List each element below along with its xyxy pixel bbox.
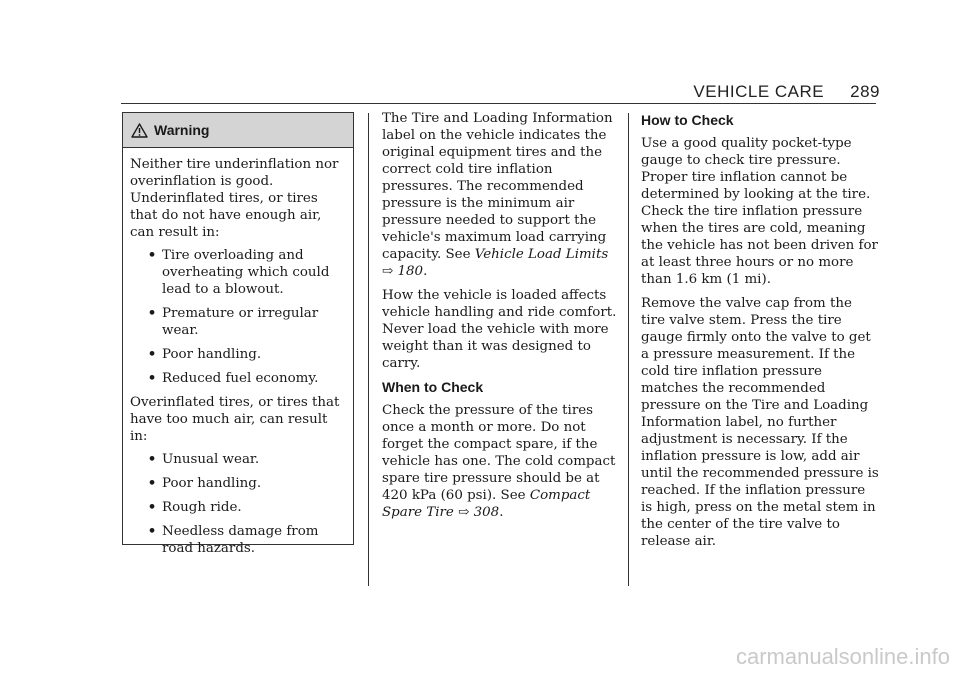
list-item: • Reduced fuel economy. — [147, 370, 319, 386]
overinflation-intro: Overinflated tires, or tires that have too much air, can result in: — [130, 395, 340, 444]
overinflation-list — [130, 451, 346, 557]
list-item: • Needless damage from road hazards. — [147, 523, 319, 556]
list-item: • Unusual wear. — [147, 451, 260, 467]
watermark: carmanualsonline.info — [735, 644, 950, 669]
page-header — [693, 82, 880, 102]
paragraph: Use a good quality pocket-type gauge to check tire pressure. Proper tire inflation cannot be determined by looking at the tire. Check the tire inflation pressure when the tires are cold, meaning the vehicle has not been driven for at least three hours or no more than 1.6 km (1 mi). — [641, 136, 878, 287]
right-column — [641, 110, 879, 557]
column-divider — [368, 113, 369, 586]
section-title: VEHICLE CARE — [693, 82, 825, 101]
column-divider — [628, 113, 629, 586]
warning-header — [123, 113, 353, 148]
header-rule — [121, 103, 876, 104]
list-item: • Tire overloading and overheating which could lead to a blowout. — [147, 247, 330, 297]
paragraph: How the vehicle is loaded affects vehicle handling and ride comfort. Never load the vehicle with more weight than it was designed to carry. — [382, 288, 617, 371]
page-reference[interactable]: 308 — [473, 505, 500, 520]
list-item: • Rough ride. — [147, 499, 242, 515]
list-item: • Poor handling. — [147, 346, 262, 362]
warning-box — [122, 112, 354, 556]
section-heading: When to Check — [382, 379, 484, 395]
page-reference[interactable]: 180 — [397, 264, 424, 279]
paragraph: The Tire and Loading Information label on the vehicle indicates the original equipment tires and the correct cold tire inflation pressures. The recommended pressure is the minimum air pressure needed to support the vehicle's maximum load carrying capacity. See Vehicle Load Limits ⇨ 180. — [382, 111, 613, 279]
underinflation-list — [130, 247, 346, 387]
section-heading: How to Check — [641, 112, 734, 128]
middle-column — [382, 110, 618, 528]
warning-intro: Neither tire underinflation nor overinflation is good. Underinflated tires, or tires that do not have enough air, can result in: — [130, 157, 339, 240]
page-number: 289 — [850, 82, 880, 101]
page-ref-icon: ⇨ — [458, 505, 470, 520]
paragraph: Check the pressure of the tires once a month or more. Do not forget the compact spare, if the vehicle has one. The cold compact spare tire pressure should be at 420 kPa (60 psi). See Compact Spare Tire ⇨ 308. — [382, 403, 616, 520]
page-ref-icon: ⇨ — [382, 264, 394, 279]
list-item: • Premature or irregular wear. — [147, 305, 319, 338]
warning-triangle-icon — [131, 123, 148, 138]
warning-title: Warning — [154, 122, 210, 138]
list-item: • Poor handling. — [147, 475, 262, 491]
warning-body — [123, 148, 353, 557]
cross-reference-link[interactable]: Compact Spare Tire — [382, 488, 591, 520]
cross-reference-link[interactable]: Vehicle Load Limits — [474, 247, 609, 262]
paragraph: Remove the valve cap from the tire valve stem. Press the tire gauge firmly onto the valve to get a pressure measurement. If the cold tire inflation pressure matches the recommended pressure on the Tire and Loading Information label, no further adjustment is necessary. If the inflation pressure is low, add air until the recommended pressure is reached. If the inflation pressure is high, press on the metal stem in the center of the tire valve to release air. — [641, 296, 879, 549]
